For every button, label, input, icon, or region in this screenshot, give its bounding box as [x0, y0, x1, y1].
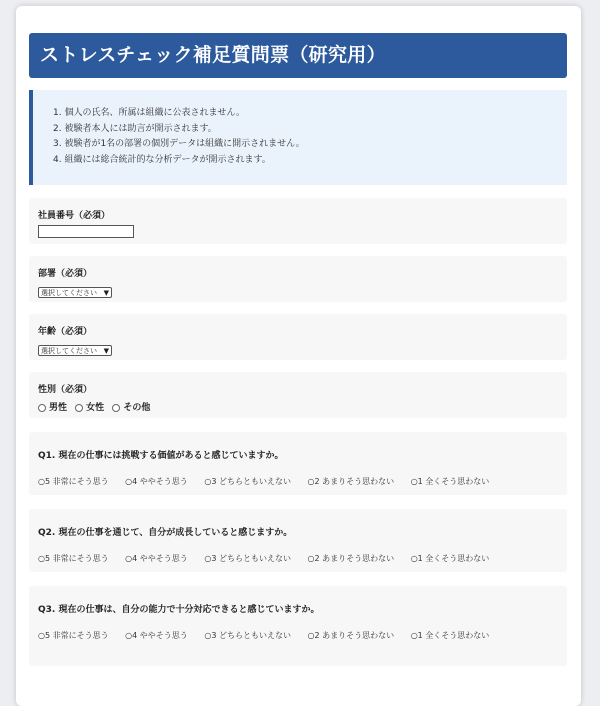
scale-option-2[interactable]: ○2 あまりそう思わない: [307, 477, 395, 486]
age-section: [29, 314, 567, 360]
question-3-section: [29, 586, 567, 666]
page-title: ストレスチェック補足質問票（研究用）: [29, 33, 567, 78]
scale-option-5[interactable]: ○5 非常にそう思う: [38, 554, 109, 563]
radio-icon[interactable]: [75, 404, 83, 412]
notice-item: 4. 組織には総合統計的な分析データが開示されます。: [53, 154, 271, 165]
chevron-down-icon: ▼: [103, 289, 109, 297]
notice-item: 2. 被験者本人には助言が開示されます。: [53, 123, 217, 134]
employee-id-label: 社員番号（必須）: [38, 211, 111, 221]
form-card: [16, 6, 581, 706]
radio-icon[interactable]: [112, 404, 120, 412]
gender-option-male[interactable]: [38, 400, 67, 413]
age-label: 年齢（必須）: [38, 327, 93, 337]
scale-option-1[interactable]: ○1 全くそう思わない: [410, 554, 490, 563]
scale-option-2[interactable]: ○2 あまりそう思わない: [307, 631, 395, 640]
employee-id-section: [29, 198, 567, 244]
scale-option-1[interactable]: ○1 全くそう思わない: [410, 631, 490, 640]
gender-radio-group: [38, 400, 567, 413]
age-select-value: 選択してください: [41, 347, 97, 355]
department-section: [29, 256, 567, 302]
gender-option-label: その他: [123, 403, 151, 413]
question-1-section: [29, 432, 567, 495]
chevron-down-icon: ▼: [103, 347, 109, 355]
gender-option-label: 男性: [49, 403, 68, 413]
radio-icon[interactable]: [38, 404, 46, 412]
scale-option-4[interactable]: ○4 ややそう思う: [125, 631, 188, 640]
gender-option-label: 女性: [86, 403, 105, 413]
gender-option-female[interactable]: [75, 400, 104, 413]
question-2-scale: [38, 553, 567, 564]
question-3-scale: [38, 630, 567, 641]
department-select-value: 選択してください: [41, 289, 97, 297]
privacy-notice: [29, 90, 567, 185]
question-1-text: Q1. 現在の仕事には挑戦する価値があると感じていますか。: [38, 451, 284, 461]
question-3-text: Q3. 現在の仕事は、自分の能力で十分対応できると感じていますか。: [38, 605, 320, 615]
scale-option-3[interactable]: ○3 どちらともいえない: [204, 554, 291, 563]
scale-option-4[interactable]: ○4 ややそう思う: [125, 554, 188, 563]
gender-section: [29, 372, 567, 418]
question-2-text: Q2. 現在の仕事を通じて、自分が成長していると感じますか。: [38, 528, 293, 538]
notice-item: 1. 個人の氏名、所属は組織に公表されません。: [53, 108, 245, 118]
scale-option-1[interactable]: ○1 全くそう思わない: [410, 477, 490, 486]
department-select[interactable]: [38, 287, 112, 298]
scale-option-3[interactable]: ○3 どちらともいえない: [204, 631, 291, 640]
department-label: 部署（必須）: [38, 269, 93, 279]
scale-option-3[interactable]: ○3 どちらともいえない: [204, 477, 291, 486]
question-2-section: [29, 509, 567, 572]
scale-option-4[interactable]: ○4 ややそう思う: [125, 477, 188, 486]
age-select[interactable]: [38, 345, 112, 356]
scale-option-2[interactable]: ○2 あまりそう思わない: [307, 554, 395, 563]
scale-option-5[interactable]: ○5 非常にそう思う: [38, 477, 109, 486]
notice-item: 3. 被験者が1名の部署の個別データは組織に開示されません。: [53, 139, 305, 149]
scale-option-5[interactable]: ○5 非常にそう思う: [38, 631, 109, 640]
employee-id-input[interactable]: [38, 225, 134, 238]
question-1-scale: [38, 476, 567, 487]
gender-option-other[interactable]: [112, 400, 150, 413]
gender-label: 性別（必須）: [38, 385, 93, 395]
